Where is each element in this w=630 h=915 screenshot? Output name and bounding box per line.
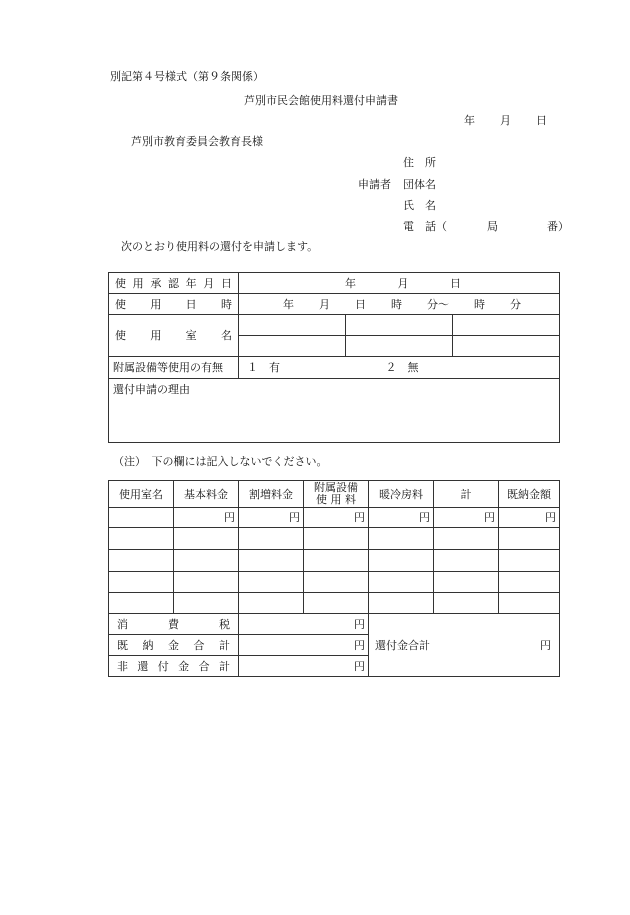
reason-field[interactable] (109, 379, 560, 443)
fee-cell[interactable] (434, 528, 499, 550)
fee-cell[interactable] (369, 528, 434, 550)
fee-cell[interactable] (304, 528, 369, 550)
room-field[interactable] (239, 315, 346, 336)
fee-cell[interactable] (109, 550, 174, 572)
fee-cell[interactable] (109, 508, 174, 528)
base-fee-header: 基本料金 (174, 481, 239, 508)
fee-cell[interactable] (499, 572, 560, 593)
date-month-label: 月 (500, 114, 511, 127)
fee-cell[interactable] (174, 572, 239, 593)
room-field[interactable] (346, 315, 453, 336)
paid-total-field[interactable]: 円 (239, 635, 369, 656)
fee-row (109, 508, 560, 528)
approval-date-field[interactable]: 年 月 日 (239, 273, 560, 294)
equipment-field[interactable] (239, 357, 560, 379)
fee-cell[interactable] (239, 550, 304, 572)
fee-cell[interactable] (499, 528, 560, 550)
nonrefund-total-field[interactable]: 円 (239, 656, 369, 677)
address-label: 住 所 (403, 156, 436, 169)
fee-header-row (109, 481, 560, 508)
document-title: 芦別市民会館使用料還付申請書 (244, 94, 398, 107)
paid-total-label: 既 納 金 合 計 (109, 635, 239, 656)
paid-amount-header: 既納金額 (499, 481, 560, 508)
note-text: （注） 下の欄には記入しないでください。 (113, 455, 328, 468)
addressee: 芦別市教育委員会教育長様 (131, 135, 263, 148)
application-table (108, 272, 560, 443)
fee-cell[interactable] (434, 572, 499, 593)
room-name-header: 使用室名 (109, 481, 174, 508)
reason-row (109, 379, 560, 443)
fee-row (109, 550, 560, 572)
date-day-label: 日 (536, 114, 547, 127)
fee-cell[interactable]: 円 (239, 508, 304, 528)
phone-bureau-label: 局 (487, 220, 498, 233)
fee-cell[interactable]: 円 (174, 508, 239, 528)
room-field[interactable] (453, 336, 560, 357)
phone-number-label: 番） (547, 220, 569, 233)
fee-cell[interactable] (304, 593, 369, 614)
phone-label: 電 話（ (403, 220, 447, 233)
fee-cell[interactable] (499, 550, 560, 572)
equipment-row (109, 357, 560, 379)
reason-label: 還付申請の理由 (113, 383, 190, 396)
fee-row (109, 528, 560, 550)
room-row-1 (109, 315, 560, 336)
name-label: 氏 名 (403, 199, 436, 212)
fee-cell[interactable] (304, 572, 369, 593)
room-field[interactable] (239, 336, 346, 357)
fee-cell[interactable]: 円 (304, 508, 369, 528)
fee-cell[interactable] (174, 550, 239, 572)
refund-total-yen: 円 (540, 638, 551, 652)
date-year-label: 年 (464, 114, 475, 127)
fee-cell[interactable] (109, 528, 174, 550)
fee-cell[interactable] (174, 593, 239, 614)
fee-cell[interactable] (369, 593, 434, 614)
equipment-yes-option[interactable]: １ 有 (247, 361, 280, 374)
surcharge-header: 割増料金 (239, 481, 304, 508)
fee-cell[interactable]: 円 (499, 508, 560, 528)
tax-label: 消 費 税 (109, 614, 239, 635)
fee-cell[interactable] (499, 593, 560, 614)
fee-row (109, 593, 560, 614)
nonrefund-total-label: 非 還 付 金 合 計 (109, 656, 239, 677)
room-field[interactable] (453, 315, 560, 336)
fee-row (109, 572, 560, 593)
organization-label: 団体名 (403, 178, 436, 191)
equipment-fee-header: 附属設備 使 用 料 (304, 481, 369, 508)
intro-text: 次のとおり使用料の還付を申請します。 (121, 240, 319, 253)
fee-cell[interactable] (239, 528, 304, 550)
refund-total-label: 還付金合計 (375, 638, 430, 652)
fee-cell[interactable] (434, 550, 499, 572)
fee-cell[interactable] (109, 572, 174, 593)
applicant-role-label: 申請者 (358, 178, 391, 191)
approval-date-label: 使 用 承 認 年 月 日 (109, 273, 239, 294)
fee-cell[interactable] (109, 593, 174, 614)
fee-cell[interactable]: 円 (434, 508, 499, 528)
form-number: 別記第４号様式（第９条関係） (110, 70, 264, 83)
usage-datetime-field[interactable]: 年 月 日 時 分～ 時 分 (239, 294, 560, 315)
tax-amount-field[interactable]: 円 (239, 614, 369, 635)
approval-date-row (109, 273, 560, 294)
refund-total-field[interactable] (369, 614, 560, 677)
fee-cell[interactable] (174, 528, 239, 550)
equipment-label: 附属設備等使用の有無 (109, 357, 239, 379)
tax-row (109, 614, 560, 635)
fee-cell[interactable] (434, 593, 499, 614)
fee-cell[interactable] (239, 572, 304, 593)
fee-cell[interactable] (239, 593, 304, 614)
total-header: 計 (434, 481, 499, 508)
fee-cell[interactable] (369, 550, 434, 572)
fee-cell[interactable] (369, 572, 434, 593)
room-label: 使 用 室 名 (109, 315, 239, 357)
usage-datetime-label: 使 用 日 時 (109, 294, 239, 315)
room-field[interactable] (346, 336, 453, 357)
usage-datetime-row (109, 294, 560, 315)
fee-table (108, 480, 560, 677)
fee-cell[interactable]: 円 (369, 508, 434, 528)
equipment-no-option[interactable]: ２ 無 (385, 361, 419, 374)
heating-cooling-header: 暖冷房料 (369, 481, 434, 508)
fee-cell[interactable] (304, 550, 369, 572)
